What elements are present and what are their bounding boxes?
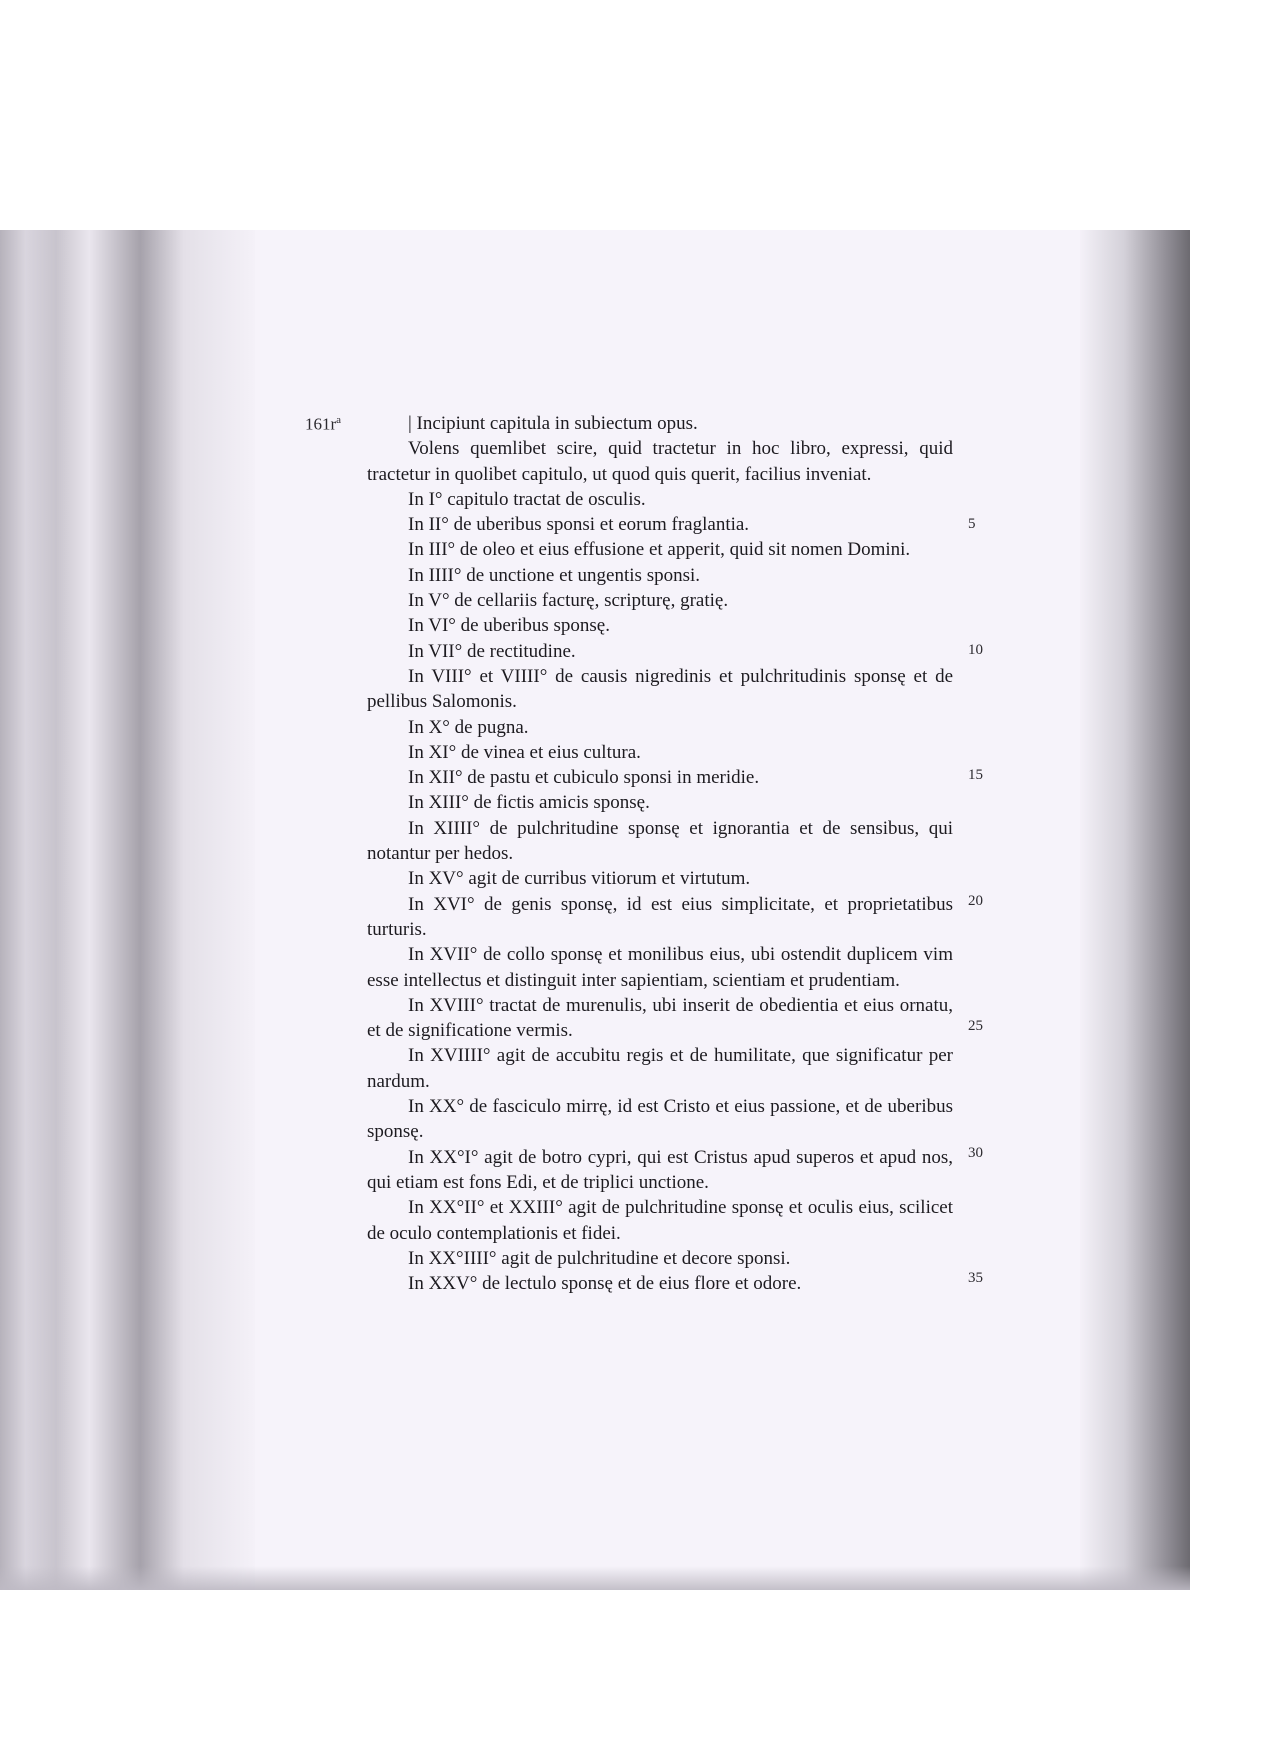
chapter-entry: In III° de oleo et eius effusione et apperit, quid sit nomen Domini. — [408, 539, 911, 561]
chapter-entry: In XV° agit de curribus vitiorum et virtutum. — [408, 868, 751, 890]
chapter-entry: In XX°IIII° agit de pulchritudine et decore sponsi. — [408, 1247, 791, 1269]
line-number: 5 — [968, 516, 976, 532]
chapter-list — [367, 411, 953, 1296]
chapter-entry: In I° capitulo tractat de osculis. — [408, 488, 646, 510]
chapter-entry: In II° de uberibus sponsi et eorum fraglantia. — [408, 514, 750, 536]
chapter-entry: In VII° de rectitudine. — [408, 640, 576, 662]
chapter-entry: In XXV° de lectulo sponsę et de eius flore et odore. — [408, 1273, 802, 1295]
chapter-entry: In XIIII° de pulchritudine sponsę et ignorantia et de sensibus, qui notantur per hedos. — [367, 817, 953, 865]
line-number: 15 — [968, 767, 983, 783]
chapter-entry: In IIII° de unctione et ungentis sponsi. — [408, 564, 701, 586]
chapter-entry: In VIII° et VIIII° de causis nigredinis et pulchritudinis sponsę et de pellibus Salomonis. — [367, 665, 953, 713]
line-number: 35 — [968, 1270, 983, 1286]
line-number: 25 — [968, 1018, 983, 1034]
line-number: 20 — [968, 893, 983, 909]
chapter-entry: In XI° de vinea et eius cultura. — [408, 741, 641, 763]
line-number: 10 — [968, 642, 983, 658]
chapter-entry: In XX°I° agit de botro cypri, qui est Cristus apud superos et apud nos, qui etiam est fons Edi, et de triplici unctione. — [367, 1146, 953, 1193]
chapter-entry: In XII° de pastu et cubiculo sponsi in meridie. — [408, 767, 760, 789]
chapter-entry: In XVII° de collo sponsę et monilibus eius, ubi ostendit duplicem vim esse intellectus et distinguit inter sapientiam, scientiam et prudentiam. — [367, 944, 953, 991]
chapter-entry: In VI° de uberibus sponsę. — [408, 615, 610, 637]
chapter-entry: In XVIIII° agit de accubitu regis et de humilitate, que significatur per nardum. — [367, 1045, 953, 1092]
line-number: 30 — [968, 1145, 983, 1161]
chapter-entry: In XX° de fasciculo mirrę, id est Cristo et eius passione, et de uberibus sponsę. — [367, 1096, 953, 1143]
preface-paragraph: Volens quemlibet scire, quid tractetur in hoc libro, expressi, quid tractetur in quolibet capitulo, ut quod quis querit, facilius inveniat. — [367, 438, 953, 485]
folio-marker: $161r^a$ — [305, 414, 342, 434]
chapter-entry: In X° de pugna. — [408, 716, 529, 738]
chapter-entry: In XIII° de fictis amicis sponsę. — [408, 792, 650, 814]
heading-line: | Incipiunt capitula in subiectum opus. — [408, 413, 698, 434]
chapter-entry: In V° de cellariis facturę, scripturę, gratię. — [408, 590, 729, 612]
chapter-entry: In XVI° de genis sponsę, id est eius simplicitate, et proprietatibus turturis. — [367, 893, 953, 940]
chapter-entry: In XVIII° tractat de murenulis, ubi inserit de obedientia et eius ornatu, et de significatione vermis. — [367, 994, 953, 1042]
chapter-entry: In XX°II° et XXIII° agit de pulchritudine sponsę et oculis eius, scilicet de oculo contemplationis et fidei. — [367, 1197, 953, 1244]
